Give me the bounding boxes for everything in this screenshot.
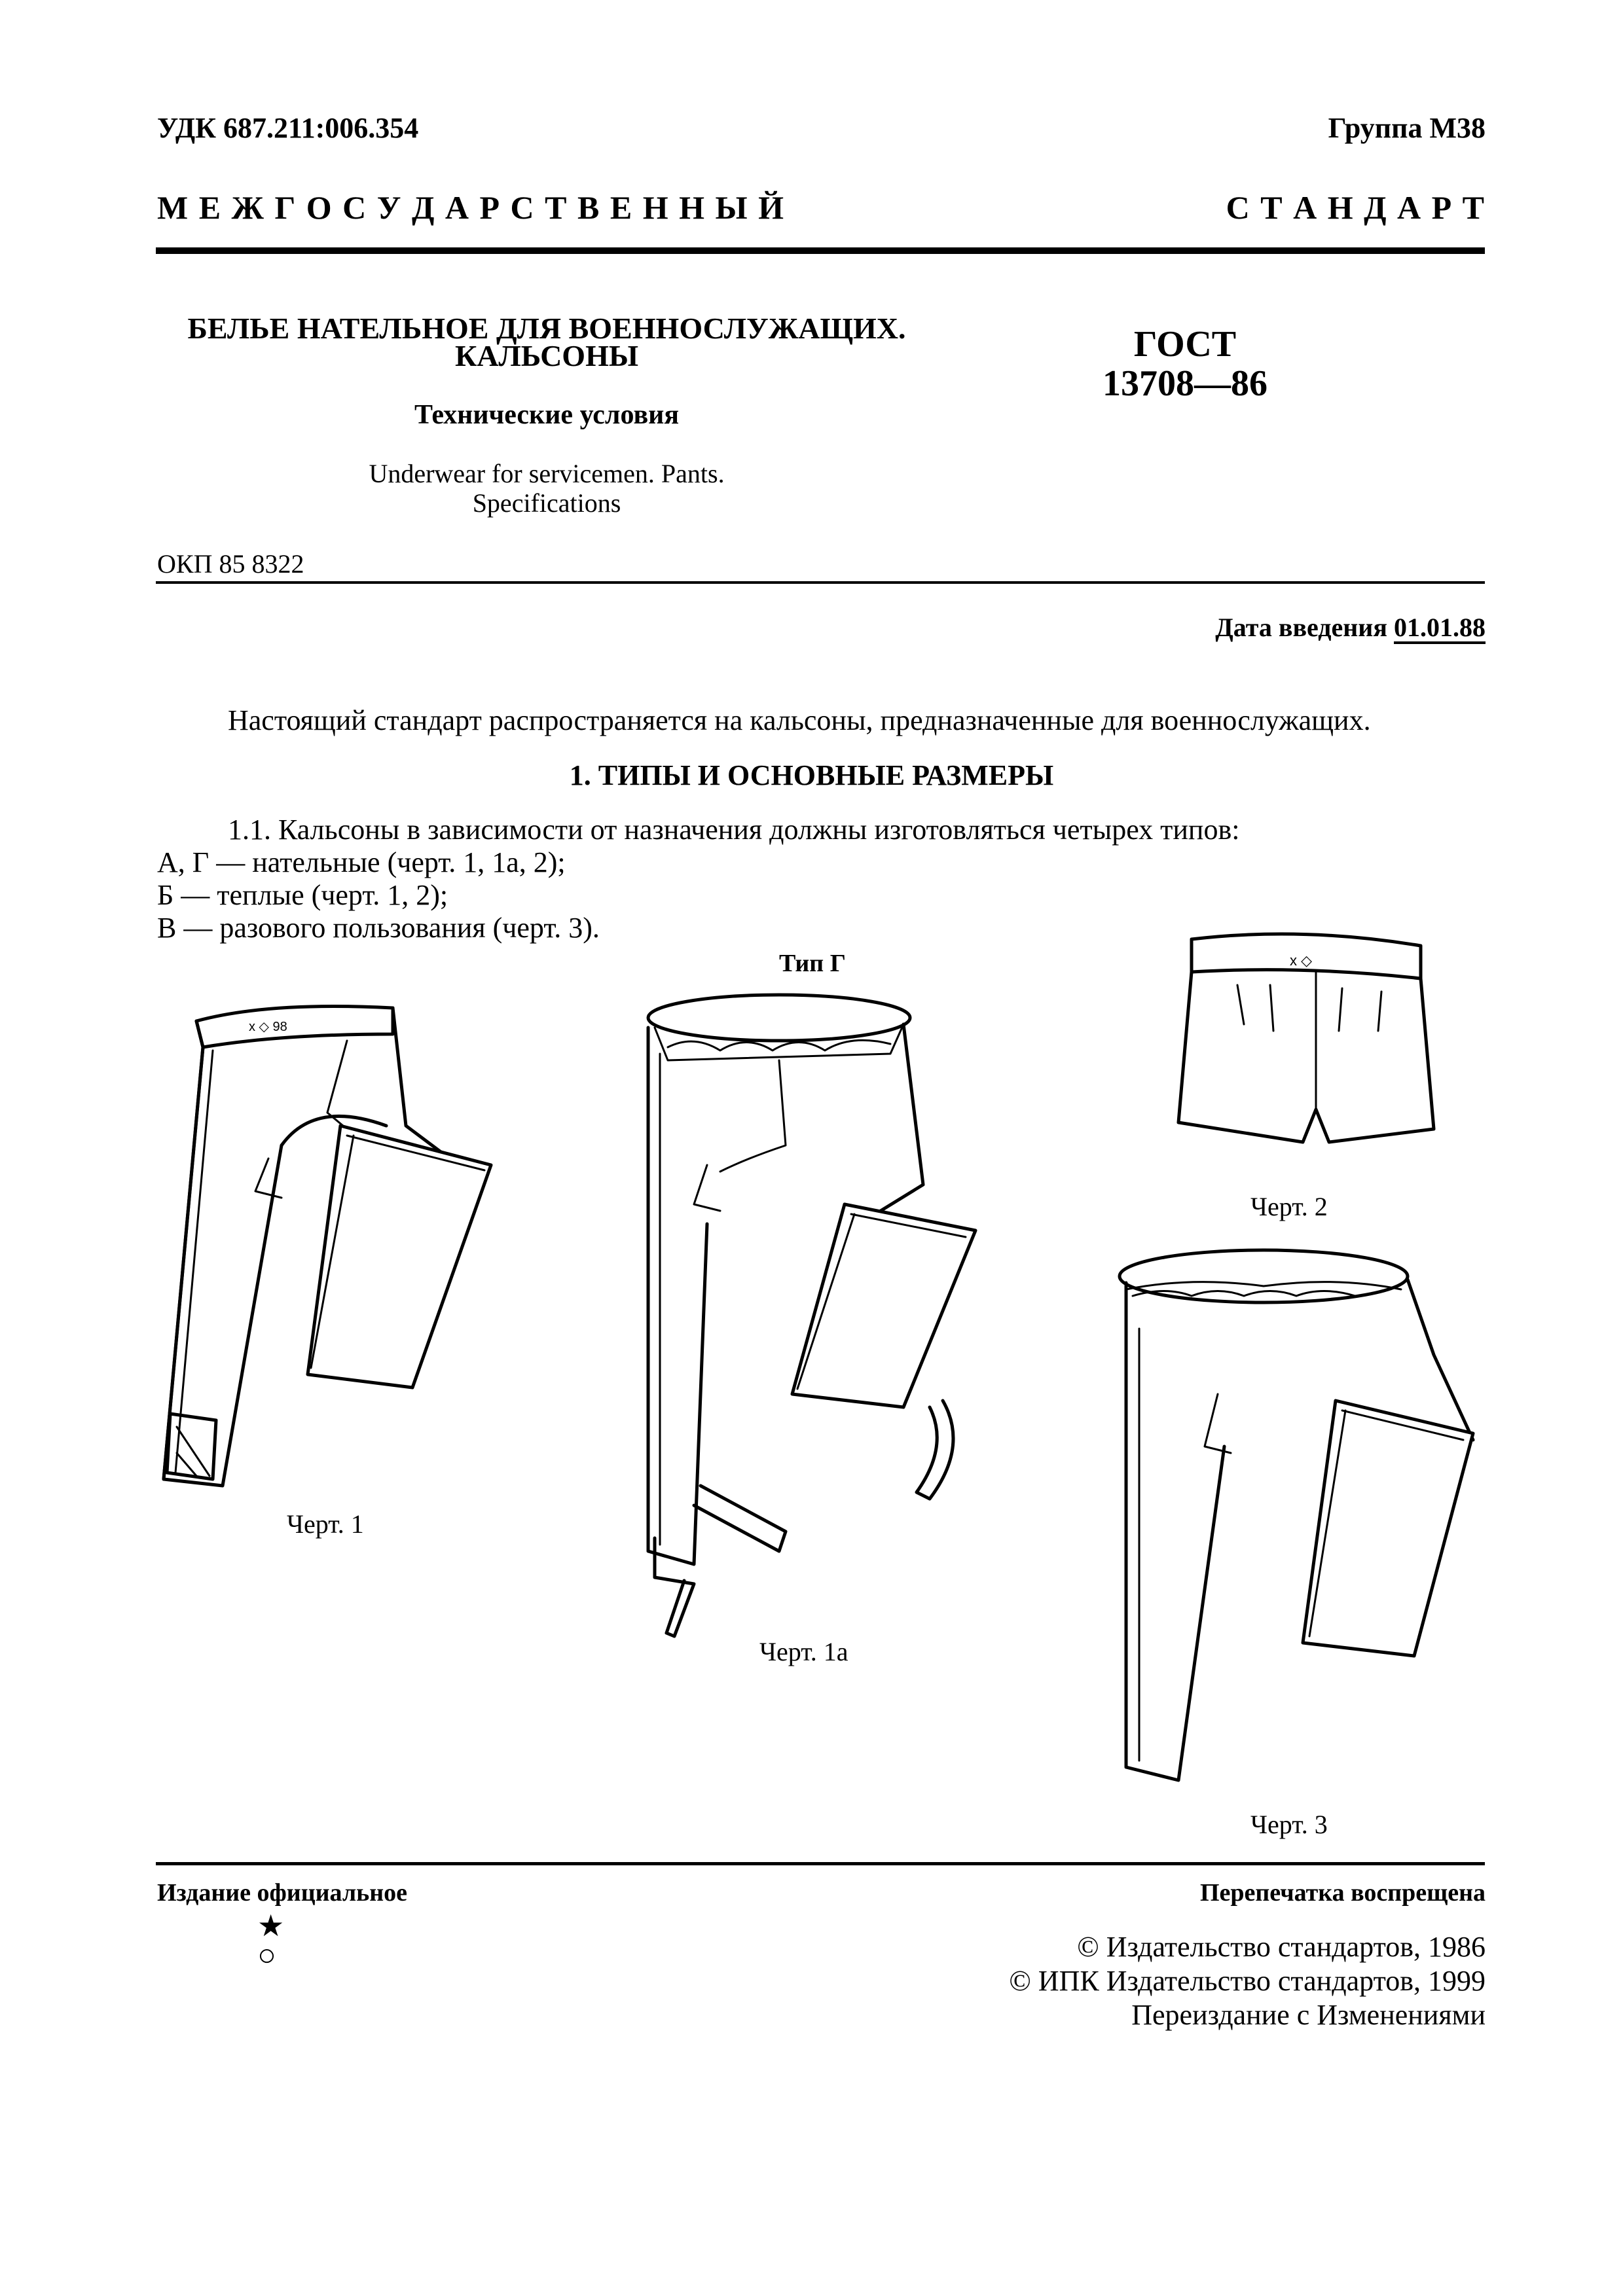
intro-date: [1215, 612, 1486, 643]
document-title-line1: БЕЛЬЕ НАТЕЛЬНОЕ ДЛЯ ВОЕННОСЛУЖАЩИХ.: [187, 312, 906, 345]
footer-rule: [156, 1862, 1485, 1865]
svg-text:x ◇ 98: x ◇ 98: [249, 1020, 287, 1034]
figure-1-drawing: [151, 995, 517, 1505]
okp-code: ОКП 85 8322: [157, 549, 304, 579]
reissue-note: Переиздание с Изменениями: [1131, 1999, 1486, 2031]
okp-rule: [156, 581, 1485, 584]
figure-1-caption: Черт. 1: [287, 1509, 364, 1539]
intro-date-label: Дата введения: [1215, 613, 1387, 642]
reprint-prohibited: Перепечатка воспрещена: [1199, 1879, 1486, 1907]
intro-paragraph: Настоящий стандарт распространяется на кальсоны, предназначенные для военнослужащих.: [228, 704, 1371, 736]
banner-right: С Т А Н Д А Р Т: [1226, 189, 1486, 226]
english-title-line1: Underwear for servicemen. Pants.: [369, 459, 725, 488]
type-g-label: Тип Г: [779, 950, 846, 977]
figure-1a-caption: Черт. 1а: [759, 1637, 848, 1666]
banner-rule: [156, 247, 1485, 254]
figure-3-caption: Черт. 3: [1250, 1810, 1328, 1839]
group-code: Группа М38: [1328, 112, 1486, 144]
type-b: Б — теплые (черт. 1, 2);: [157, 879, 448, 911]
type-v: В — разового пользования (черт. 3).: [157, 912, 600, 944]
figure-3-drawing: [1106, 1250, 1473, 1800]
document-title-line2: КАЛЬСОНЫ: [454, 339, 639, 372]
types-a-g: А, Г — нательные (черт. 1, 1а, 2);: [157, 846, 566, 878]
star-mark: ★: [257, 1909, 285, 1943]
gost-number: 13708—86: [1103, 363, 1267, 404]
figure-1a-drawing: [629, 988, 995, 1649]
figure-2-drawing: [1172, 933, 1447, 1168]
official-edition: Издание официальное: [157, 1879, 408, 1907]
udk-code: УДК 687.211:006.354: [157, 112, 419, 144]
paragraph-1-1: 1.1. Кальсоны в зависимости от назначения должны изготовляться четырех типов:: [228, 814, 1240, 846]
section-heading: 1. ТИПЫ И ОСНОВНЫЕ РАЗМЕРЫ: [569, 759, 1054, 791]
copyright-1986: © Издательство стандартов, 1986: [1077, 1931, 1486, 1963]
svg-text:x ◇: x ◇: [1290, 952, 1313, 969]
gost-label: ГОСТ: [1133, 324, 1237, 365]
copyright-1999: © ИПК Издательство стандартов, 1999: [1009, 1965, 1486, 1997]
english-title-line2: Specifications: [472, 488, 621, 518]
document-subtitle: Технические условия: [414, 400, 680, 430]
figure-2-caption: Черт. 2: [1250, 1192, 1328, 1221]
intro-date-value: 01.01.88: [1394, 613, 1486, 642]
banner-left: М Е Ж Г О С У Д А Р С Т В Е Н Н Ы Й: [157, 189, 785, 226]
circle-mark: ○: [257, 1938, 276, 1973]
